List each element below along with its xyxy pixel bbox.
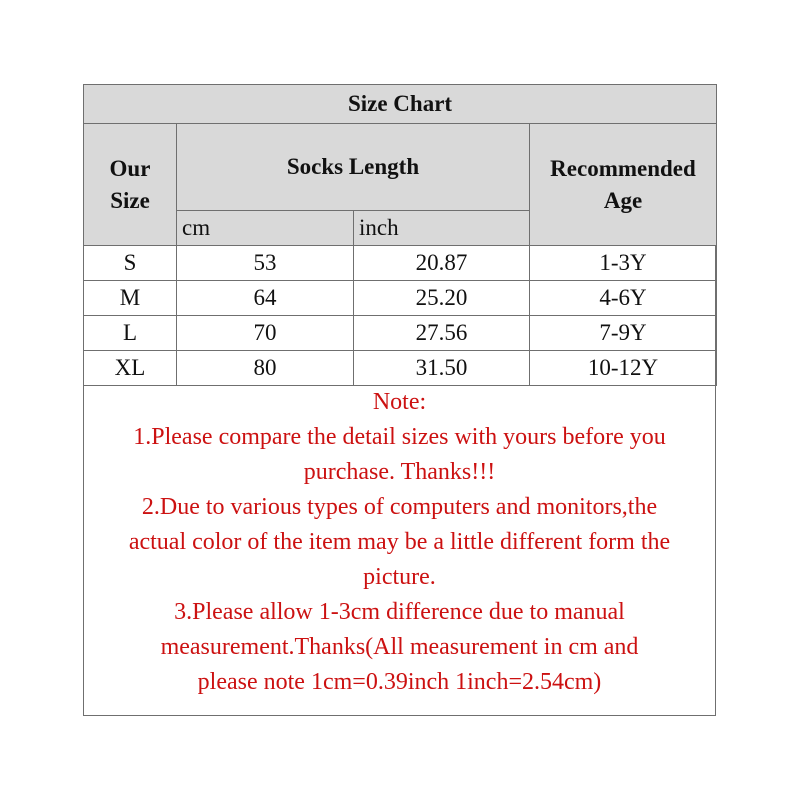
inch-cell: 20.87 (354, 246, 530, 281)
recommended-age-header-line1: Recommended (550, 156, 696, 182)
note-line: 2.Due to various types of computers and monitors,the (141, 494, 658, 520)
age-cell: 1-3Y (530, 246, 717, 281)
cm-cell: 80 (177, 351, 354, 386)
note-heading: Note: (372, 389, 427, 415)
note-line: measurement.Thanks(All measurement in cm and (160, 634, 639, 660)
note-line: 1.Please compare the detail sizes with yours before you (133, 424, 666, 450)
note-line: picture. (363, 564, 436, 590)
age-cell: 7-9Y (530, 316, 717, 351)
note-line: 3.Please allow 1-3cm difference due to manual (174, 599, 625, 625)
recommended-age-header-line2: Age (603, 187, 643, 213)
age-cell: 4-6Y (530, 281, 717, 316)
notes-section (84, 385, 715, 700)
unit-cm-header: cm (177, 211, 354, 246)
size-chart (83, 84, 716, 716)
unit-inch-header: inch (354, 211, 530, 246)
table-row (84, 246, 717, 281)
note-line: actual color of the item may be a little different form the (128, 529, 671, 555)
cm-cell: 70 (177, 316, 354, 351)
table-row (84, 281, 717, 316)
inch-cell: 25.20 (354, 281, 530, 316)
inch-cell: 31.50 (354, 351, 530, 386)
note-line: please note 1cm=0.39inch 1inch=2.54cm) (197, 669, 602, 695)
size-table (83, 84, 717, 386)
size-cell: XL (84, 351, 177, 386)
age-cell: 10-12Y (530, 351, 717, 386)
socks-length-header: Socks Length (177, 124, 530, 211)
table-row (84, 316, 717, 351)
table-row (84, 351, 717, 386)
our-size-header-line1: Our (109, 156, 151, 182)
our-size-header (84, 124, 177, 246)
size-cell: L (84, 316, 177, 351)
note-line: purchase. Thanks!!! (303, 459, 496, 485)
our-size-header-line2: Size (110, 187, 150, 213)
cm-cell: 64 (177, 281, 354, 316)
size-cell: S (84, 246, 177, 281)
chart-title: Size Chart (84, 85, 717, 124)
inch-cell: 27.56 (354, 316, 530, 351)
size-cell: M (84, 281, 177, 316)
recommended-age-header (530, 124, 717, 246)
cm-cell: 53 (177, 246, 354, 281)
